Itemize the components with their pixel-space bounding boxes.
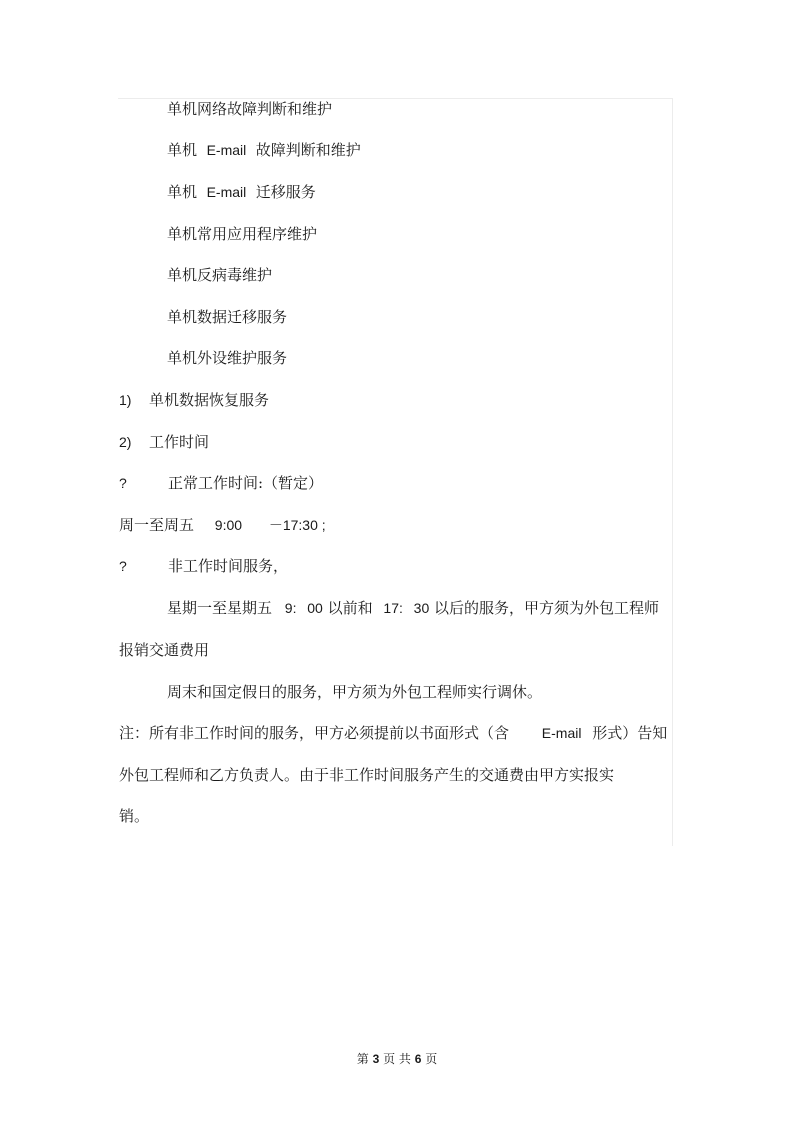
page-number: 3	[372, 1052, 380, 1066]
list-item: 单机 E-mail 迁移服务	[167, 183, 316, 201]
off-hours-paragraph-cont: 报销交通费用	[119, 641, 210, 659]
page-footer: 第 3 页 共 6 页	[356, 1052, 438, 1066]
holiday-paragraph: 周末和国定假日的服务，甲方须为外包工程师实行调休。	[167, 683, 543, 701]
note-line: 销。	[119, 807, 150, 825]
normal-hours-range: 周一至周五 9:00 －17:30 ;	[119, 516, 326, 534]
item-number: 1)	[119, 392, 132, 408]
bullet-marker: ?	[119, 475, 127, 491]
list-item: 单机数据迁移服务	[167, 308, 288, 326]
numbered-item-text: 单机数据恢复服务	[149, 391, 270, 409]
numbered-item-text: 工作时间	[149, 433, 210, 451]
list-item: 单机网络故障判断和维护	[167, 100, 333, 118]
off-hours-paragraph: 星期一至星期五 9: 00 以前和 17: 30 以后的服务，甲方须为外包工程师	[167, 599, 660, 617]
note-line: 注：所有非工作时间的服务，甲方必须提前以书面形式（含 E-mail 形式）告知	[119, 724, 668, 742]
frame-border-right	[672, 98, 673, 846]
list-item: 单机外设维护服务	[167, 349, 288, 367]
list-item: 单机 E-mail 故障判断和维护	[167, 141, 361, 159]
start-time: 9:00	[214, 517, 243, 533]
email-term: E-mail	[206, 142, 247, 158]
note-line: 外包工程师和乙方负责人。由于非工作时间服务产生的交通费由甲方实报实	[119, 766, 615, 784]
email-term: E-mail	[206, 184, 247, 200]
item-number: 2)	[119, 434, 132, 450]
bullet-marker: ?	[119, 558, 127, 574]
normal-hours-label: 正常工作时间:（暂定）	[168, 474, 324, 492]
off-hours-label: 非工作时间服务，	[168, 557, 289, 575]
email-term: E-mail	[541, 725, 582, 741]
list-item: 单机反病毒维护	[167, 266, 273, 284]
page-total: 6	[414, 1052, 422, 1066]
list-item: 单机常用应用程序维护	[167, 225, 318, 243]
end-time: －17:30 ;	[268, 517, 326, 533]
